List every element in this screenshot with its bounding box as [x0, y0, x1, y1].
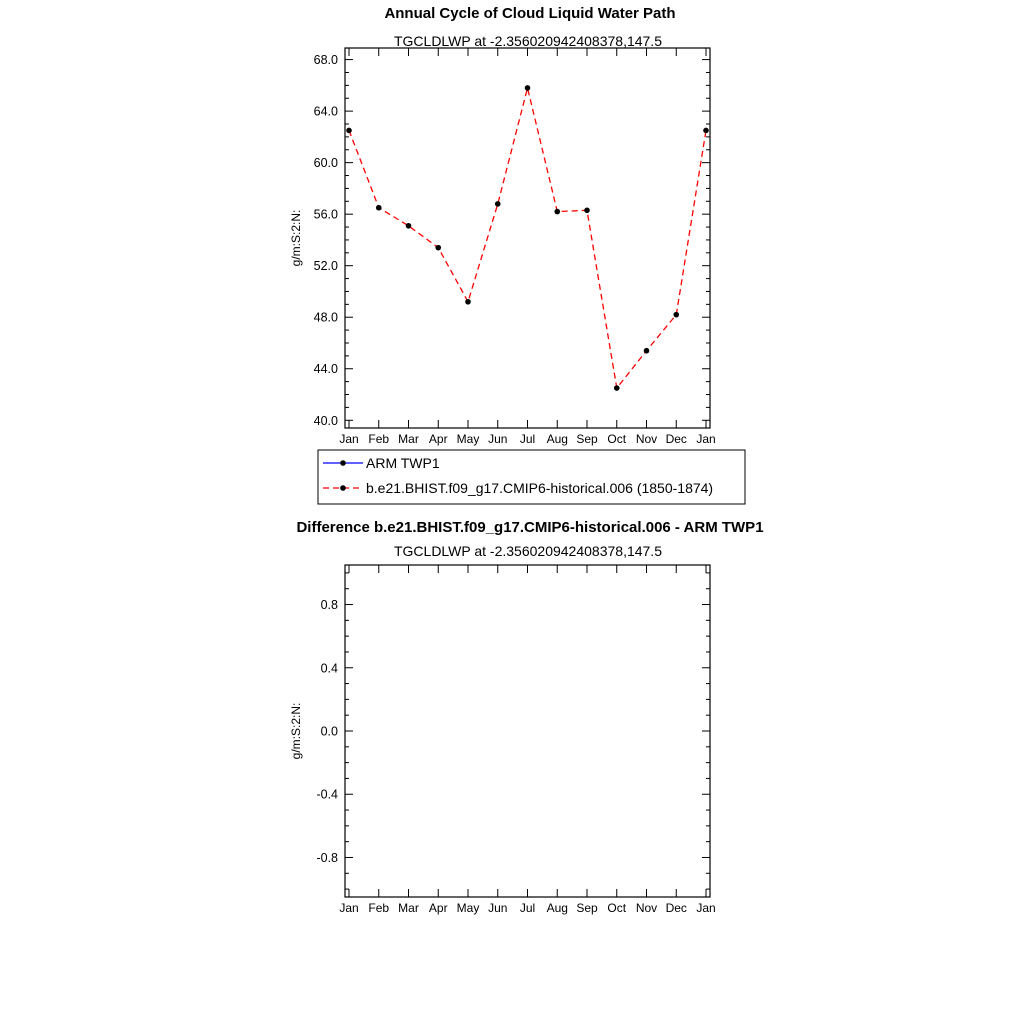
- x-tick-label: Aug: [546, 432, 568, 446]
- legend-label-model: b.e21.BHIST.f09_g17.CMIP6-historical.006 (1850-1874): [366, 480, 714, 496]
- annual-cycle-series-1-marker-icon: [525, 85, 531, 91]
- annual-cycle-chart: [200, 0, 860, 516]
- difference-frame: [345, 565, 710, 897]
- legend-entry-obs: [323, 455, 440, 471]
- y-tick-label: 52.0: [313, 259, 338, 274]
- annual-cycle-series-1-marker-icon: [435, 245, 441, 251]
- x-tick-label: Apr: [428, 901, 448, 915]
- y-tick-label: 60.0: [313, 156, 338, 171]
- x-tick-label: Jan: [696, 432, 716, 446]
- y-tick-label: 0.8: [320, 598, 338, 613]
- x-tick-label: Nov: [635, 901, 658, 915]
- y-tick-label: 40.0: [313, 413, 338, 428]
- annual-cycle-y-axis-label: g/m:S:2:N:: [289, 209, 303, 267]
- x-tick-label: Jul: [519, 432, 536, 446]
- y-tick-label: 0.0: [320, 724, 338, 739]
- y-tick-label: 48.0: [313, 310, 338, 325]
- x-tick-label: Mar: [398, 901, 419, 915]
- y-tick-label: 64.0: [313, 104, 338, 119]
- x-tick-label: Jan: [339, 432, 359, 446]
- annual-cycle-series-1-marker-icon: [614, 385, 620, 391]
- annual-cycle-series-1-marker-icon: [495, 201, 501, 207]
- annual-cycle-frame: [345, 48, 710, 428]
- y-tick-label: 68.0: [313, 53, 338, 68]
- legend: [318, 450, 745, 504]
- x-tick-label: Aug: [546, 901, 568, 915]
- difference-title: Difference b.e21.BHIST.f09_g17.CMIP6-historical.006 - ARM TWP1: [296, 519, 764, 536]
- annual-cycle-plot-area: [314, 48, 716, 446]
- x-tick-label: Mar: [398, 432, 419, 446]
- annual-cycle-series-1-marker-icon: [584, 208, 590, 214]
- difference-chart: [200, 518, 860, 938]
- y-tick-label: -0.4: [316, 787, 338, 802]
- annual-cycle-series-1-marker-icon: [346, 128, 352, 134]
- difference-y-axis-label: g/m:S:2:N:: [289, 702, 303, 760]
- model-marker-sample-icon: [340, 485, 346, 491]
- y-tick-label: 44.0: [313, 362, 338, 377]
- difference-subtitle: TGCLDLWP at -2.356020942408378,147.5: [393, 543, 663, 559]
- annual-cycle-subtitle: TGCLDLWP at -2.356020942408378,147.5: [393, 33, 663, 49]
- annual-cycle-series-1-marker-icon: [376, 205, 382, 211]
- x-tick-label: Jan: [339, 901, 359, 915]
- x-tick-label: Apr: [428, 432, 448, 446]
- x-tick-label: May: [456, 901, 480, 915]
- x-tick-label: Jun: [488, 901, 508, 915]
- y-tick-label: 0.4: [320, 661, 338, 676]
- annual-cycle-series-1-line: [349, 88, 706, 388]
- x-tick-label: Sep: [576, 901, 598, 915]
- annual-cycle-title: Annual Cycle of Cloud Liquid Water Path: [384, 5, 676, 22]
- annual-cycle-series-1-marker-icon: [673, 312, 679, 318]
- x-tick-label: Jul: [519, 901, 536, 915]
- legend-entry-model: [323, 480, 713, 496]
- x-tick-label: Oct: [607, 432, 627, 446]
- x-tick-label: Sep: [576, 432, 598, 446]
- annual-cycle-series-1-marker-icon: [406, 223, 412, 229]
- y-tick-label: -0.8: [316, 850, 338, 865]
- x-tick-label: Feb: [368, 901, 390, 915]
- y-tick-label: 56.0: [313, 207, 338, 222]
- annual-cycle-series-1-marker-icon: [703, 128, 709, 134]
- x-tick-label: Dec: [665, 901, 687, 915]
- x-tick-label: May: [456, 432, 480, 446]
- x-tick-label: Jan: [696, 901, 716, 915]
- x-tick-label: Nov: [635, 432, 658, 446]
- legend-label-obs: ARM TWP1: [366, 455, 440, 471]
- x-tick-label: Dec: [665, 432, 687, 446]
- difference-plot-area: [316, 565, 715, 915]
- annual-cycle-series-1-marker-icon: [644, 348, 650, 354]
- annual-cycle-series-1-marker-icon: [554, 209, 560, 215]
- x-tick-label: Feb: [368, 432, 390, 446]
- obs-marker-sample-icon: [340, 460, 346, 466]
- x-tick-label: Jun: [488, 432, 508, 446]
- annual-cycle-series-1-marker-icon: [465, 299, 471, 305]
- x-tick-label: Oct: [607, 901, 627, 915]
